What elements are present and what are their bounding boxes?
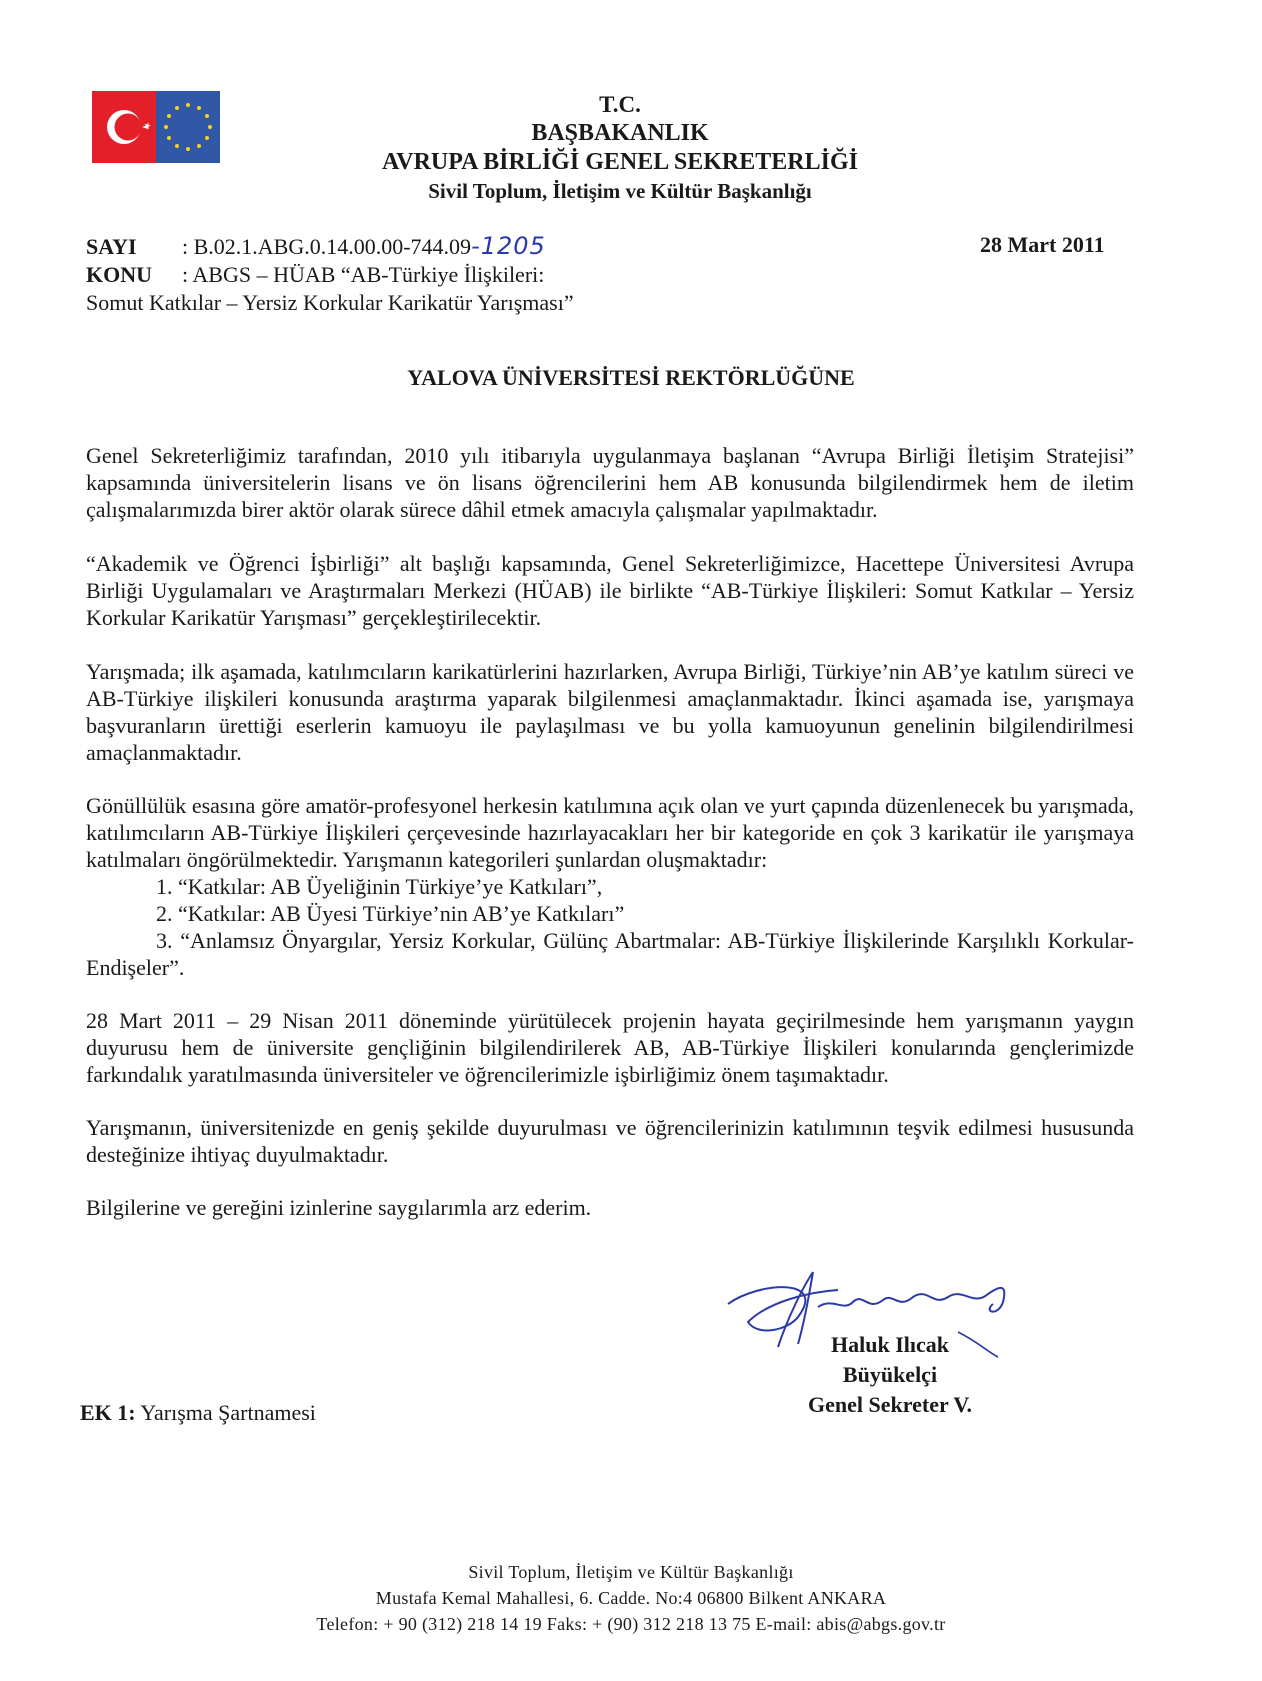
konu-label: KONU	[86, 262, 152, 287]
category-item-1: 1. “Katkılar: AB Üyeliğinin Türkiye’ye Katkıları”,	[156, 874, 603, 899]
paragraph-2: “Akademik ve Öğrenci İşbirliği” alt başlığı kapsamında, Genel Sekreterliğimizce, Hacettepe Üniversitesi Avrupa Birliği Uygulamaları ve Araştırmaları Merkezi (HÜAB) ile birlikte “AB-Türkiye İlişkileri: Somut Katkılar – Yersiz Korkular Karikatür Yarışması” gerçekleştirilecektir.	[86, 551, 1134, 630]
paragraph-5: 28 Mart 2011 – 29 Nisan 2011 döneminde yürütülecek projenin hayata geçirilmesinde hem yarışmanın yaygın duyurusu hem de üniversite gençliğinin bilgilendirilerek AB, AB-Türkiye İlişkileri konularında gençlerimizde farkındalık yaratılmasında üniversiteler ve öğrencilerimizle işbirliğimiz önem taşımaktadır.	[86, 1008, 1134, 1087]
konu-line2: Somut Katkılar – Yersiz Korkular Karikatür Yarışması”	[86, 290, 574, 315]
paragraph-7: Bilgilerine ve gereğini izinlerine saygılarımla arz ederim.	[86, 1195, 592, 1220]
paragraph-4: Gönüllülük esasına göre amatör-profesyonel herkesin katılımına açık olan ve yurt çapında düzenlenecek bu yarışmada, katılımcıların AB-Türkiye İlişkileri çerçevesinde hazırlayacakları her bir kategoride en çok 3 karikatür ile yarışmaya katılmaları öngörülmektedir. Yarışmanın kategorileri şunlardan oluşmaktadır:	[86, 793, 1134, 872]
letter-date: 28 Mart 2011	[980, 232, 1105, 257]
category-item-3: 3. “Anlamsız Önyargılar, Yersiz Korkular, Gülünç Abartmalar: AB-Türkiye İlişkilerinde Karşılıklı Korkular-Endişeler”.	[86, 928, 1134, 980]
header-secretariat: AVRUPA BİRLİĞİ GENEL SEKRETERLİĞİ	[382, 149, 858, 175]
attachment-text: Yarışma Şartnamesi	[140, 1400, 316, 1425]
sayi-handwritten-number: -1205	[471, 232, 546, 260]
paragraph-6: Yarışmanın, üniversitenizde en geniş şekilde duyurulması ve öğrencilerinizin katılımının teşvik edilmesi hususunda desteğinize ihtiyaç duyulmaktadır.	[86, 1115, 1134, 1167]
attachment-label: EK 1:	[80, 1400, 136, 1425]
header-tc: T.C.	[599, 92, 641, 117]
signer-title: Büyükelçi	[842, 1362, 938, 1387]
footer-contact: Telefon: + 90 (312) 218 14 19 Faks: + (90) 312 218 13 75 E-mail: abis@abgs.gov.tr	[316, 1614, 946, 1634]
paragraph-3: Yarışmada; ilk aşamada, katılımcıların karikatürlerini hazırlarken, Avrupa Birliği, Türkiye’nin AB’ye katılım süreci ve AB-Türkiye ilişkileri konusunda araştırma yaparak bilgilenmesi amaçlanmaktadır. İkinci aşamada ise, yarışmaya başvuranların ürettiği eserlerin kamuoyu ile paylaşılması ve bu yolla kamuoyunun genelinin bilgilendirilmesi amaçlanmaktadır.	[86, 659, 1134, 765]
sayi-value: : B.02.1.ABG.0.14.00.00-744.09	[182, 234, 472, 259]
sayi-label: SAYI	[86, 234, 137, 259]
signer-block	[790, 1330, 990, 1420]
paragraph-1: Genel Sekreterliğimiz tarafından, 2010 yılı itibarıyla uygulanmaya başlanan “Avrupa Birliği İletişim Stratejisi” kapsamında üniversitelerin lisans ve ön lisans öğrencilerini hem AB konusunda bilgilendirmek hem de iletim çalışmalarımızda birer aktör olarak sürece dâhil etmek amacıyla çalışmalar yapılmaktadır.	[86, 443, 1134, 522]
turkey-eu-flag-logo	[92, 91, 220, 163]
signer-name: Haluk Ilıcak	[831, 1332, 949, 1357]
footer-department: Sivil Toplum, İletişim ve Kültür Başkanlığı	[468, 1562, 794, 1582]
attachment-note	[80, 1400, 316, 1426]
signer-position: Genel Sekreter V.	[808, 1392, 972, 1417]
letterhead	[300, 90, 940, 206]
header-department: Sivil Toplum, İletişim ve Kültür Başkanlığı	[428, 179, 812, 203]
konu-value: : ABGS – HÜAB “AB-Türkiye İlişkileri:	[182, 262, 545, 287]
header-ministry: BAŞBAKANLIK	[531, 120, 709, 146]
page-footer	[0, 1559, 1262, 1637]
reference-block	[86, 232, 574, 317]
category-item-2: 2. “Katkılar: AB Üyesi Türkiye’nin AB’ye Katkıları”	[156, 901, 625, 926]
footer-address: Mustafa Kemal Mahallesi, 6. Cadde. No:4 06800 Bilkent ANKARA	[375, 1588, 887, 1608]
recipient: YALOVA ÜNİVERSİTESİ REKTÖRLÜĞÜNE	[407, 365, 855, 390]
